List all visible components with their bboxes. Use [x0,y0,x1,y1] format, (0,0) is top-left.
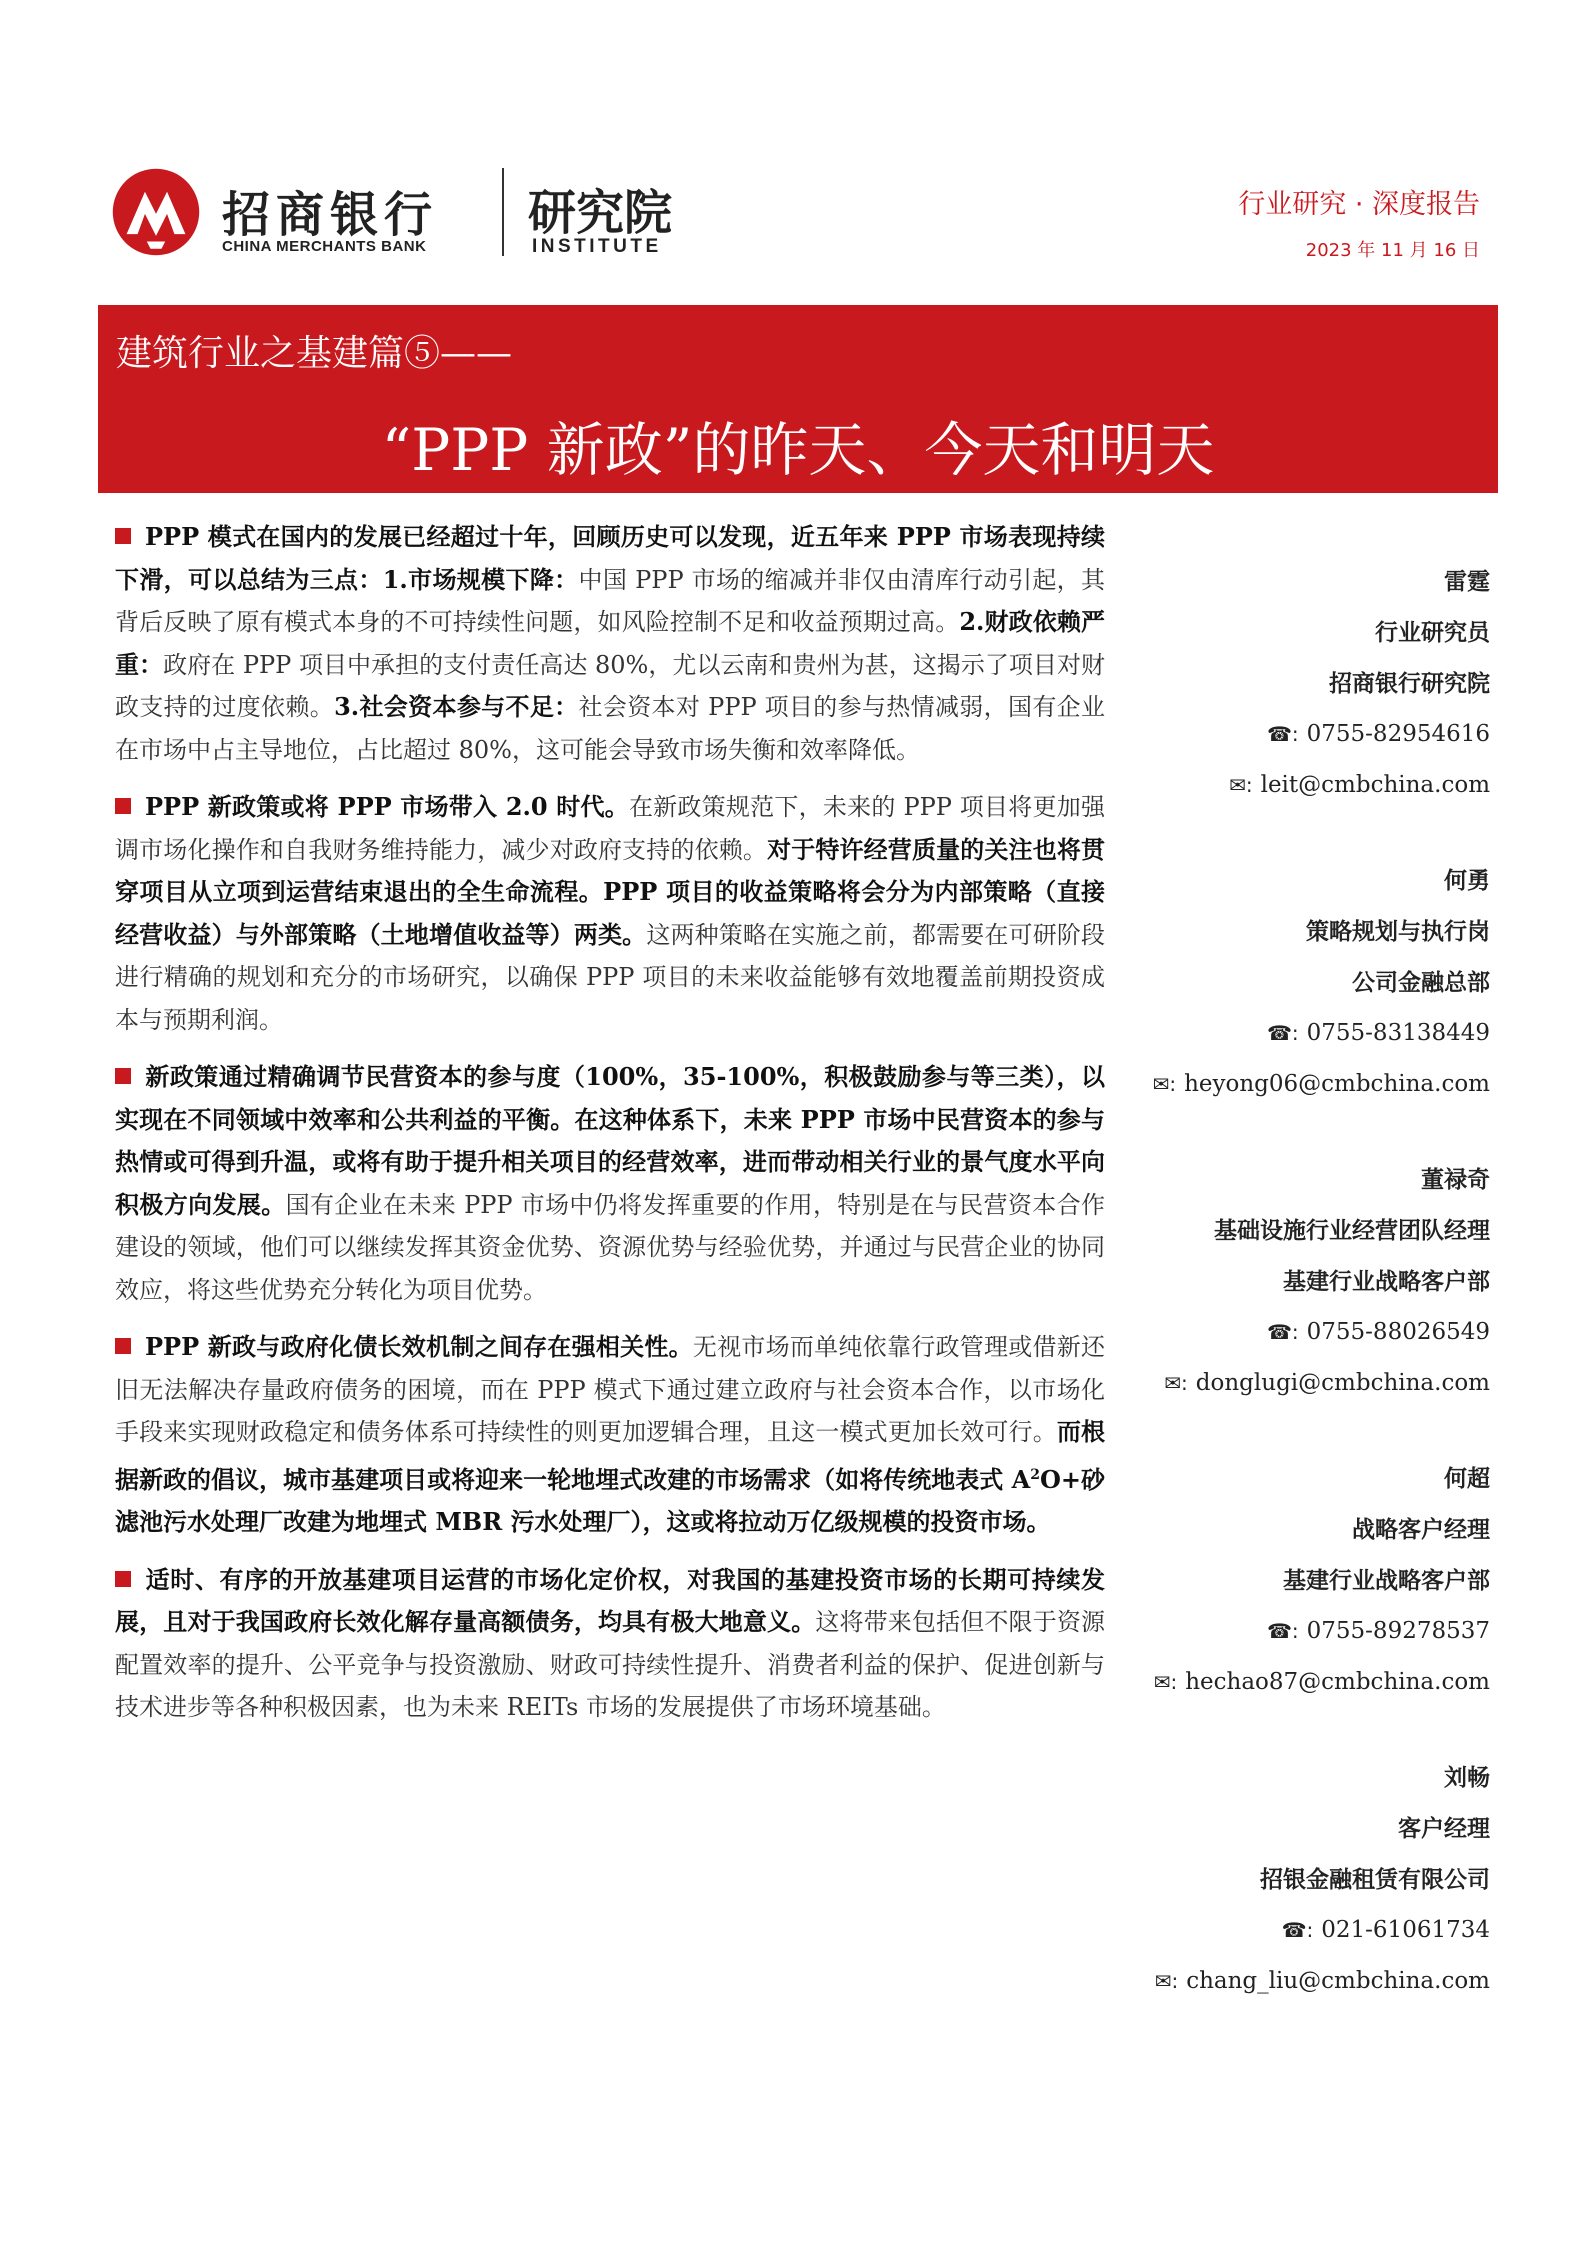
square-bullet-icon [115,1338,131,1354]
analyst-name: 何勇 [1444,867,1490,894]
text-run: 政府在 PPP 项目中承担的支付责任高达 80%，尤以云南和贵州为甚，这揭示了项目对财政支持的过度依赖。 [115,650,1105,721]
analyst-email-row [1030,1358,1490,1409]
text-run: 中国 PPP 市场的缩减并非仅由清库行动引起，其背后反映了原有模式本身的不可持续性问题，如风险控制不足和收益预期过高。 [115,565,1106,636]
report-type: 行业研究 · 深度报告 [1238,189,1480,220]
bank-name-cn: 招商银行 [222,187,439,243]
analyst-card [1030,1453,1490,1708]
bold-text-run: 而根据新政的倡议，城市基建项目或将迎来一轮地埋式改建的市场需求（如将传统地表式 A [115,1417,1106,1494]
phone-icon: ☎: [1266,722,1299,746]
analyst-card [1030,1154,1490,1409]
analyst-email[interactable]: chang_liu@cmbchina.com [1186,1968,1490,1994]
institute-name-cn: 研究院 [528,185,673,241]
bold-text-run: PPP 新政与政府化债长效机制之间存在强相关性。 [145,1332,693,1361]
analyst-title: 基建行业战略客户部 [1283,1567,1490,1594]
bold-text-run: PPP 新政策或将 PPP 市场带入 2.0 时代。 [145,792,629,821]
report-title: “PPP 新政”的昨天、今天和明天 [381,416,1215,484]
phone-icon: ☎: [1266,1320,1299,1344]
bold-text-run: 2 [1030,1466,1040,1483]
logo-divider [502,168,504,256]
phone-icon: ☎: [1281,1918,1314,1942]
bold-text-run: 2.财政依赖严重： [115,607,1105,679]
email-icon: ✉: [1153,1670,1178,1694]
summary-paragraph [115,516,1105,771]
analyst-phone-row [1030,1008,1490,1059]
analyst-email-row [1030,1059,1490,1110]
bold-text-run: PPP 模式在国内的发展已经超过十年，回顾历史可以发现，近五年来 PPP 市场表现持续下滑，可以总结为三点：1.市场规模下降： [115,522,1105,594]
bold-text-run: 3.社会资本参与不足： [334,692,579,721]
analyst-title: 基础设施行业经营团队经理 [1214,1217,1490,1244]
analyst-title: 战略客户经理 [1352,1516,1490,1543]
bold-text-run: 新政策通过精确调节民营资本的参与度（100%，35-100%，积极鼓励参与等三类），以实现在不同领域中效率和公共利益的平衡。在这种体系下，未来 PPP 市场中民营资本的参与热情或可得到升温，或将有助于提升相关项目的经营效率，进而带动相关行业的景气度水平向积极方向发展。 [115,1062,1105,1219]
bold-text-run: 对于特许经营质量的关注也将贯穿项目从立项到运营结束退出的全生命流程。PPP 项目的收益策略将会分为内部策略（直接经营收益）与外部策略（土地增值收益等）两类。 [115,834,1106,949]
analyst-card [1030,556,1490,811]
title-banner [98,305,1498,493]
text-run: 国有企业在未来 PPP 市场中仍将发挥重要的作用，特别是在与民营资本合作建设的领域，他们可以继续发挥其资金优势、资源优势与经验优势，并通过与民营企业的协同效应，将这些优势充分转化为项目优势。 [115,1190,1106,1304]
summary-paragraph [115,786,1105,1041]
analyst-title: 策略规划与执行岗 [1306,918,1490,945]
phone-icon: ☎: [1266,1619,1299,1643]
square-bullet-icon [115,1068,131,1084]
analyst-phone-row [1030,709,1490,760]
analyst-phone-row [1030,1905,1490,1956]
analyst-name: 雷霆 [1444,568,1490,595]
bank-name-en: CHINA MERCHANTS BANK [222,238,427,255]
report-header [110,160,1480,270]
series-title: 建筑行业之基建篇⑤—— [116,333,513,374]
square-bullet-icon [115,798,131,814]
text-run: 这两种策略在实施之前，都需要在可研阶段进行精确的规划和充分的市场研究，以确保 PPP 项目的未来收益能够有效地覆盖前期投资成本与预期利润。 [115,920,1106,1034]
analyst-phone-row [1030,1307,1490,1358]
email-icon: ✉: [1152,1072,1177,1096]
analyst-email-row [1030,1657,1490,1708]
bold-text-run: 适时、有序的开放基建项目运营的市场化定价权，对我国的基建投资市场的长期可持续发展，且对于我国政府长效化解存量高额债务，均具有极大地意义。 [115,1564,1105,1636]
bold-text-run: O+砂滤池污水处理厂改建为地埋式 MBR 污水处理厂），这或将拉动万亿级规模的投资市场。 [115,1464,1105,1536]
analyst-card [1030,855,1490,1110]
analyst-phone-row [1030,1606,1490,1657]
report-date: 2023 年 11 月 16 日 [1305,240,1480,261]
analyst-phone: 0755-82954616 [1306,721,1490,747]
analyst-title: 基建行业战略客户部 [1283,1268,1490,1295]
square-bullet-icon [115,528,131,544]
analyst-email-row [1030,1956,1490,2007]
analyst-email[interactable]: hechao87@cmbchina.com [1185,1669,1490,1695]
analyst-title: 招商银行研究院 [1329,670,1490,697]
analyst-name: 董禄奇 [1421,1166,1490,1193]
analyst-phone: 0755-88026549 [1306,1319,1490,1345]
analyst-title: 公司金融总部 [1352,969,1490,996]
cmb-logo-icon [110,166,202,258]
email-icon: ✉: [1154,1969,1179,1993]
text-run: 无视市场而单纯依靠行政管理或借新还旧无法解决存量政府债务的困境，而在 PPP 模式下通过建立政府与社会资本合作，以市场化手段来实现财政稳定和债务体系可持续性的则更加逻辑合理，且这一模式更加长效可行。 [115,1333,1105,1446]
analyst-sidebar [1030,556,1490,2051]
summary-paragraph [115,1326,1105,1544]
summary-paragraph [115,1559,1105,1729]
analyst-phone: 021-61061734 [1321,1917,1490,1943]
analyst-title: 行业研究员 [1375,619,1490,646]
analyst-email[interactable]: donglugi@cmbchina.com [1195,1370,1490,1396]
text-run: 在新政策规范下，未来的 PPP 项目将更加强调市场化操作和自我财务维持能力，减少对政府支持的依赖。 [115,793,1106,864]
analyst-title: 客户经理 [1398,1815,1490,1842]
analyst-email[interactable]: heyong06@cmbchina.com [1184,1071,1490,1097]
email-icon: ✉: [1164,1371,1188,1395]
summary-body [115,516,1105,1744]
text-run: 这将带来包括但不限于资源配置效率的提升、公平竞争与投资激励、财政可持续性提升、消费者利益的保护、促进创新与技术进步等各种积极因素，也为未来 REITs 市场的发展提供了市场环境基础。 [115,1608,1106,1721]
analyst-email[interactable]: leit@cmbchina.com [1260,772,1490,798]
analyst-email-row [1030,760,1490,811]
text-run: 社会资本对 PPP 项目的参与热情减弱，国有企业在市场中占主导地位，占比超过 80%，这可能会导致市场失衡和效率降低。 [115,693,1106,764]
analyst-name: 何超 [1444,1465,1490,1492]
analyst-card [1030,1752,1490,2007]
analyst-phone: 0755-83138449 [1306,1020,1490,1046]
phone-icon: ☎: [1266,1021,1299,1045]
analyst-title: 招银金融租赁有限公司 [1260,1866,1490,1893]
institute-name-en: INSTITUTE [532,236,662,257]
summary-paragraph [115,1056,1105,1311]
analyst-name: 刘畅 [1444,1764,1490,1791]
analyst-phone: 0755-89278537 [1306,1618,1490,1644]
email-icon: ✉: [1229,773,1253,797]
square-bullet-icon [115,1571,131,1587]
